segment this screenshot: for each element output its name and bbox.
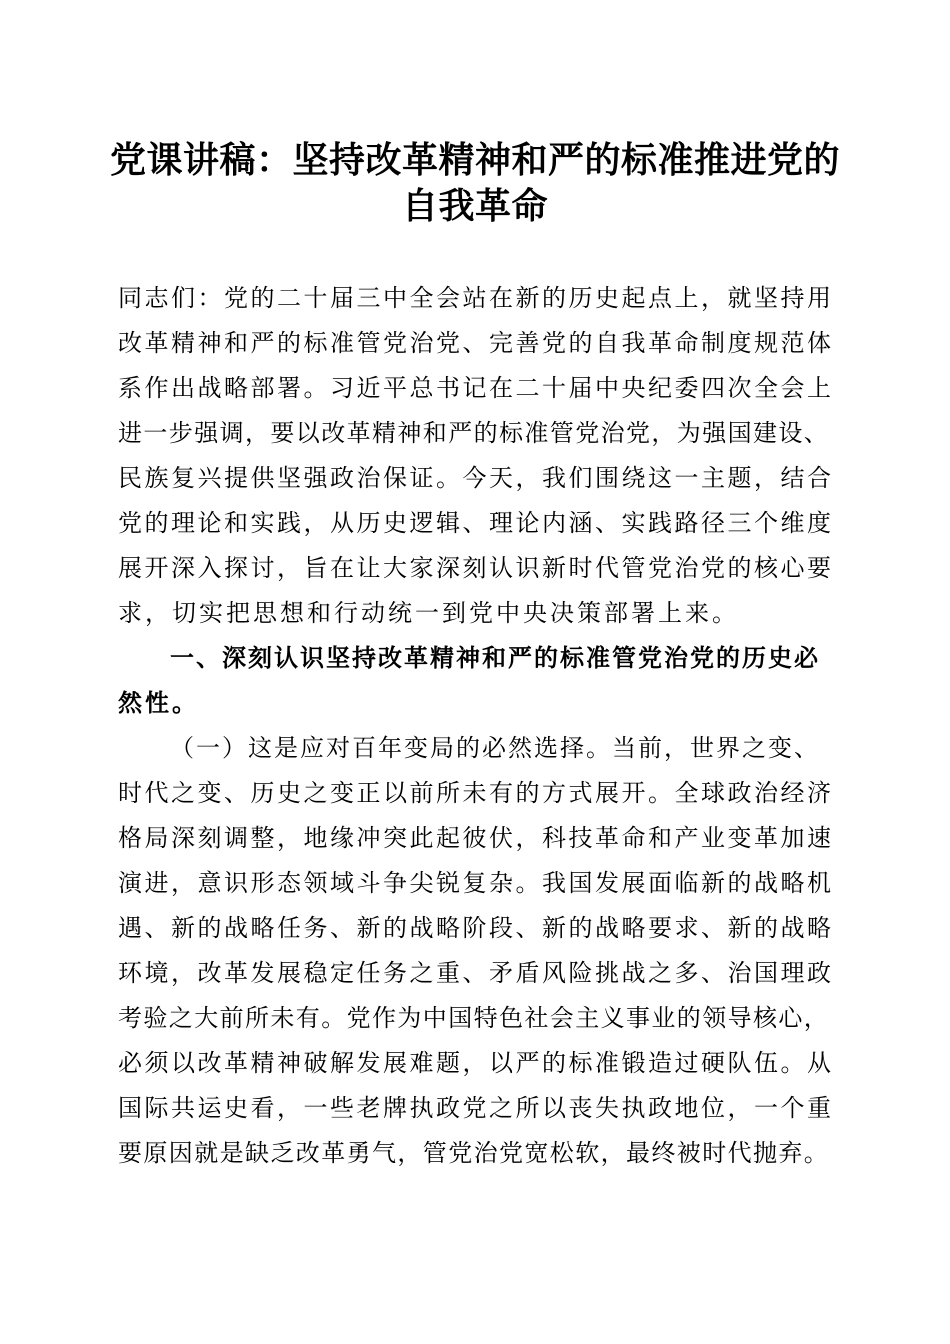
paragraph-line: 要原因就是缺乏改革勇气，管党治党宽松软，最终被时代抛弃。	[118, 1139, 830, 1167]
section-heading: 一、深刻认识坚持改革精神和严的标准管党治党的历史必	[170, 643, 820, 672]
paragraph-line: 民族复兴提供坚强政治保证。今天，我们围绕这一主题，结合	[118, 464, 834, 492]
paragraph-line: 格局深刻调整，地缘冲突此起彼伏，科技革命和产业变革加速	[118, 824, 834, 852]
section-heading-continuation: 然性。	[118, 688, 199, 717]
page-title-line-2: 自我革命	[401, 185, 548, 227]
paragraph-line: 系作出战略部署。习近平总书记在二十届中央纪委四次全会上	[118, 374, 834, 402]
paragraph-line: 必须以改革精神破解发展难题，以严的标准锻造过硬队伍。从	[118, 1049, 834, 1077]
paragraph-line: 时代之变、历史之变正以前所未有的方式展开。全球政治经济	[118, 779, 834, 807]
paragraph-line: 遇、新的战略任务、新的战略阶段、新的战略要求、新的战略	[118, 914, 834, 942]
paragraph-line: 国际共运史看，一些老牌执政党之所以丧失执政地位，一个重	[118, 1094, 834, 1122]
paragraph-line: 同志们：党的二十届三中全会站在新的历史起点上，就坚持用	[118, 284, 834, 312]
paragraph-line: 求，切实把思想和行动统一到党中央决策部署上来。	[118, 599, 739, 627]
subsection-heading-line: （一）这是应对百年变局的必然选择。当前，世界之变、	[170, 734, 820, 762]
paragraph-line: 展开深入探讨，旨在让大家深刻认识新时代管党治党的核心要	[118, 554, 834, 582]
paragraph-line: 考验之大前所未有。党作为中国特色社会主义事业的领导核心，	[118, 1004, 830, 1032]
paragraph-line: 进一步强调，要以改革精神和严的标准管党治党，为强国建设、	[118, 419, 830, 447]
paragraph-line: 环境，改革发展稳定任务之重、矛盾风险挑战之多、治国理政	[118, 959, 834, 987]
paragraph-line: 演进，意识形态领域斗争尖锐复杂。我国发展面临新的战略机	[118, 869, 834, 897]
paragraph-line: 改革精神和严的标准管党治党、完善党的自我革命制度规范体	[118, 329, 834, 357]
paragraph-line: 党的理论和实践，从历史逻辑、理论内涵、实践路径三个维度	[118, 509, 834, 537]
page-title-line-1: 党课讲稿：坚持改革精神和严的标准推进党的	[109, 139, 840, 181]
